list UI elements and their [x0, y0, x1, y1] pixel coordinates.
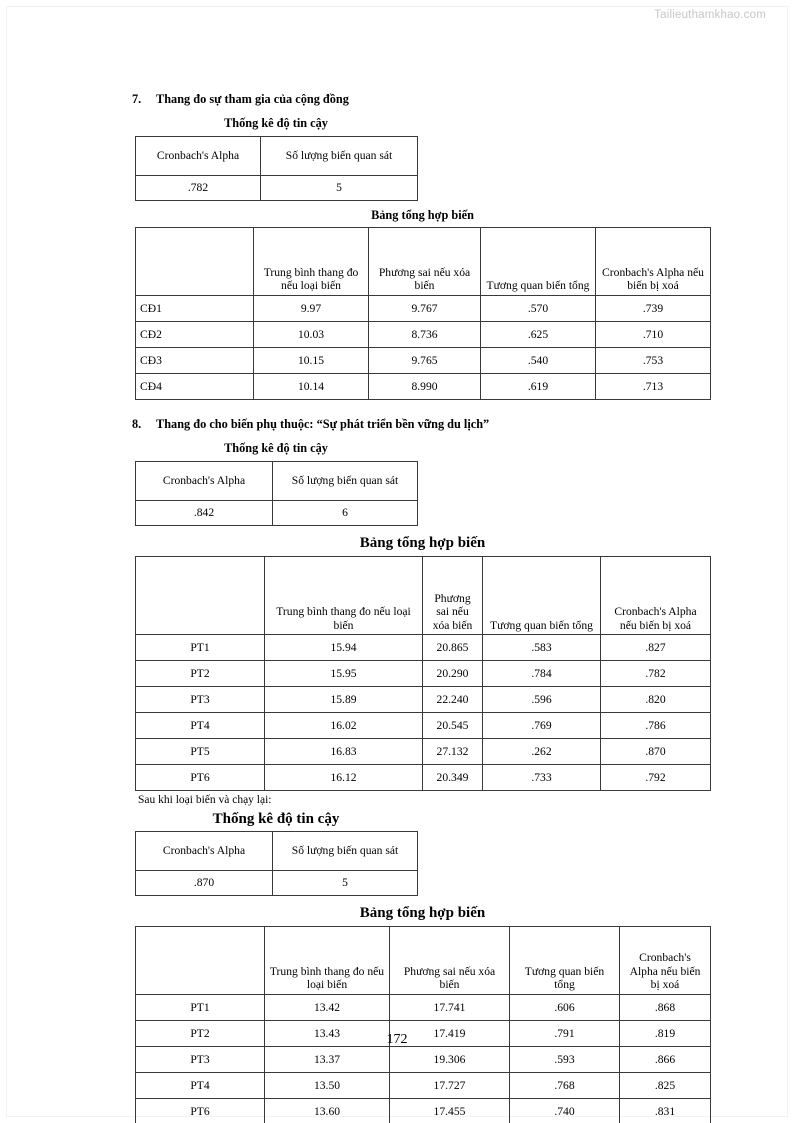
cell-scale-variance: 17.419 [390, 1020, 510, 1046]
item-header-blank [136, 926, 265, 994]
cell-alpha-if-deleted: .870 [601, 738, 711, 764]
item-header-corrected-correlation: Tương quan biến tổng [481, 227, 596, 295]
cell-correlation: .540 [481, 347, 596, 373]
table-row [136, 831, 418, 870]
table-row [136, 870, 418, 895]
cell-scale-variance: 17.727 [390, 1072, 510, 1098]
item-header-corrected-correlation: Tương quan biến tổng [510, 926, 620, 994]
section-7-title: Thang đo sự tham gia của cộng đồng [156, 92, 349, 106]
section-7-item-total-title: Bảng tổng hợp biến [371, 208, 474, 223]
item-header-scale-mean: Trung bình thang đo nếu loại biến [265, 926, 390, 994]
cell-scale-mean: 15.89 [265, 686, 423, 712]
row-label: PT4 [136, 712, 265, 738]
cell-scale-variance: 27.132 [423, 738, 483, 764]
reliability-value-alpha: .842 [136, 500, 273, 525]
cell-scale-variance: 8.736 [369, 321, 481, 347]
item-header-alpha-if-deleted: Cronbach's Alpha nếu biến bị xoá [620, 926, 711, 994]
table-row [136, 176, 418, 201]
section-8-item-total2-table [135, 926, 711, 1123]
table-row [136, 738, 711, 764]
table-row [136, 994, 711, 1020]
cell-scale-mean: 10.14 [254, 373, 369, 399]
reliability-header-count: Số lượng biến quan sát [273, 461, 418, 500]
cell-scale-mean: 16.02 [265, 712, 423, 738]
cell-alpha-if-deleted: .782 [601, 660, 711, 686]
reliability-header-alpha: Cronbach's Alpha [136, 461, 273, 500]
section-8-item-total2-title: Bảng tổng hợp biến [359, 904, 486, 921]
cell-correlation: .596 [483, 686, 601, 712]
item-header-blank [136, 556, 265, 634]
cell-scale-variance: 9.765 [369, 347, 481, 373]
table-row [136, 764, 711, 790]
table-row [136, 634, 711, 660]
cell-alpha-if-deleted: .825 [620, 1072, 711, 1098]
cell-scale-variance: 22.240 [423, 686, 483, 712]
cell-correlation: .619 [481, 373, 596, 399]
cell-alpha-if-deleted: .866 [620, 1046, 711, 1072]
reliability-value-alpha: .870 [136, 870, 273, 895]
cell-correlation: .593 [510, 1046, 620, 1072]
cell-alpha-if-deleted: .713 [596, 373, 711, 399]
row-label: CĐ4 [136, 373, 254, 399]
reliability-value-count: 5 [273, 870, 418, 895]
cell-alpha-if-deleted: .739 [596, 295, 711, 321]
row-label: CĐ1 [136, 295, 254, 321]
table-row [136, 295, 711, 321]
cell-alpha-if-deleted: .831 [620, 1098, 711, 1123]
cell-scale-variance: 8.990 [369, 373, 481, 399]
cell-scale-mean: 13.37 [265, 1046, 390, 1072]
cell-correlation: .791 [510, 1020, 620, 1046]
cell-scale-mean: 13.60 [265, 1098, 390, 1123]
cell-alpha-if-deleted: .710 [596, 321, 711, 347]
row-label: PT2 [136, 660, 265, 686]
item-header-scale-mean: Trung bình thang đo nếu loại biến [254, 227, 369, 295]
section-8-reliability-table [135, 461, 418, 526]
section-7-reliability-title: Thống kê độ tin cậy [224, 116, 328, 131]
section-8-title: Thang đo cho biến phụ thuộc: “Sự phát triển bền vững du lịch” [156, 416, 490, 431]
cell-correlation: .769 [483, 712, 601, 738]
table-row [136, 500, 418, 525]
cell-scale-variance: 17.741 [390, 994, 510, 1020]
item-header-alpha-if-deleted: Cronbach's Alpha nếu biến bị xoá [596, 227, 711, 295]
row-label: PT2 [136, 1020, 265, 1046]
cell-scale-mean: 10.03 [254, 321, 369, 347]
row-label: PT3 [136, 1046, 265, 1072]
row-label: PT6 [136, 1098, 265, 1123]
cell-alpha-if-deleted: .820 [601, 686, 711, 712]
section-8-item-total-table [135, 556, 711, 791]
section-8-number: 8. [132, 416, 142, 431]
section-7-heading [132, 92, 794, 107]
cell-scale-variance: 20.290 [423, 660, 483, 686]
table-row [136, 712, 711, 738]
section-7-number: 7. [132, 92, 142, 106]
reliability-value-count: 6 [273, 500, 418, 525]
item-header-scale-variance: Phương sai nếu xóa biến [423, 556, 483, 634]
section-8-item-total-title: Bảng tổng hợp biến [359, 534, 486, 551]
table-row [136, 686, 711, 712]
cell-correlation: .570 [481, 295, 596, 321]
page-number: 172 [386, 1032, 408, 1047]
cell-scale-mean: 16.83 [265, 738, 423, 764]
section-8-reliability2-table [135, 831, 418, 896]
cell-scale-mean: 15.94 [265, 634, 423, 660]
row-label: PT6 [136, 764, 265, 790]
cell-scale-mean: 13.50 [265, 1072, 390, 1098]
watermark: Tailieuthamkhao.com [654, 9, 766, 21]
cell-scale-variance: 9.767 [369, 295, 481, 321]
table-row [136, 321, 711, 347]
cell-scale-mean: 10.15 [254, 347, 369, 373]
section-8-heading [132, 417, 794, 432]
cell-alpha-if-deleted: .786 [601, 712, 711, 738]
cell-scale-variance: 19.306 [390, 1046, 510, 1072]
section-7-reliability-table [135, 136, 418, 201]
row-label: PT4 [136, 1072, 265, 1098]
item-header-scale-variance: Phương sai nếu xóa biến [369, 227, 481, 295]
cell-correlation: .784 [483, 660, 601, 686]
cell-scale-variance: 17.455 [390, 1098, 510, 1123]
row-label: PT3 [136, 686, 265, 712]
row-label: CĐ2 [136, 321, 254, 347]
section-8-reliability2-title: Thống kê độ tin cậy [212, 810, 340, 827]
table-row [136, 1072, 711, 1098]
reliability-value-count: 5 [261, 176, 418, 201]
table-header-row [136, 227, 711, 295]
table-row [136, 660, 711, 686]
section-8-reliability-title: Thống kê độ tin cậy [224, 441, 328, 456]
cell-alpha-if-deleted: .868 [620, 994, 711, 1020]
cell-scale-variance: 20.349 [423, 764, 483, 790]
table-row [136, 1046, 711, 1072]
cell-correlation: .625 [481, 321, 596, 347]
reliability-value-alpha: .782 [136, 176, 261, 201]
row-label: PT5 [136, 738, 265, 764]
cell-scale-mean: 13.43 [265, 1020, 390, 1046]
cell-correlation: .606 [510, 994, 620, 1020]
reliability-header-alpha: Cronbach's Alpha [136, 137, 261, 176]
item-header-alpha-if-deleted: Cronbach's Alpha nếu biến bị xoá [601, 556, 711, 634]
item-header-blank [136, 227, 254, 295]
cell-scale-mean: 16.12 [265, 764, 423, 790]
cell-scale-mean: 9.97 [254, 295, 369, 321]
table-row [136, 461, 418, 500]
item-header-corrected-correlation: Tương quan biến tổng [483, 556, 601, 634]
table-header-row [136, 556, 711, 634]
row-label: PT1 [136, 634, 265, 660]
cell-scale-mean: 13.42 [265, 994, 390, 1020]
table-header-row [136, 926, 711, 994]
cell-correlation: .740 [510, 1098, 620, 1123]
cell-correlation: .583 [483, 634, 601, 660]
cell-correlation: .768 [510, 1072, 620, 1098]
row-label: PT1 [136, 994, 265, 1020]
item-header-scale-variance: Phương sai nếu xóa biến [390, 926, 510, 994]
table-row [136, 1098, 711, 1123]
item-header-scale-mean: Trung bình thang đo nếu loại biến [265, 556, 423, 634]
cell-alpha-if-deleted: .792 [601, 764, 711, 790]
cell-correlation: .262 [483, 738, 601, 764]
cell-alpha-if-deleted: .753 [596, 347, 711, 373]
row-label: CĐ3 [136, 347, 254, 373]
cell-correlation: .733 [483, 764, 601, 790]
table-row [136, 373, 711, 399]
reliability-header-count: Số lượng biến quan sát [273, 831, 418, 870]
reliability-header-alpha: Cronbach's Alpha [136, 831, 273, 870]
cell-alpha-if-deleted: .819 [620, 1020, 711, 1046]
cell-scale-variance: 20.545 [423, 712, 483, 738]
cell-scale-variance: 20.865 [423, 634, 483, 660]
rerun-note: Sau khi loại biến và chạy lại: [138, 793, 272, 806]
section-7-item-total-table [135, 227, 711, 400]
reliability-header-count: Số lượng biến quan sát [261, 137, 418, 176]
table-row [136, 347, 711, 373]
table-row [136, 137, 418, 176]
cell-alpha-if-deleted: .827 [601, 634, 711, 660]
cell-scale-mean: 15.95 [265, 660, 423, 686]
